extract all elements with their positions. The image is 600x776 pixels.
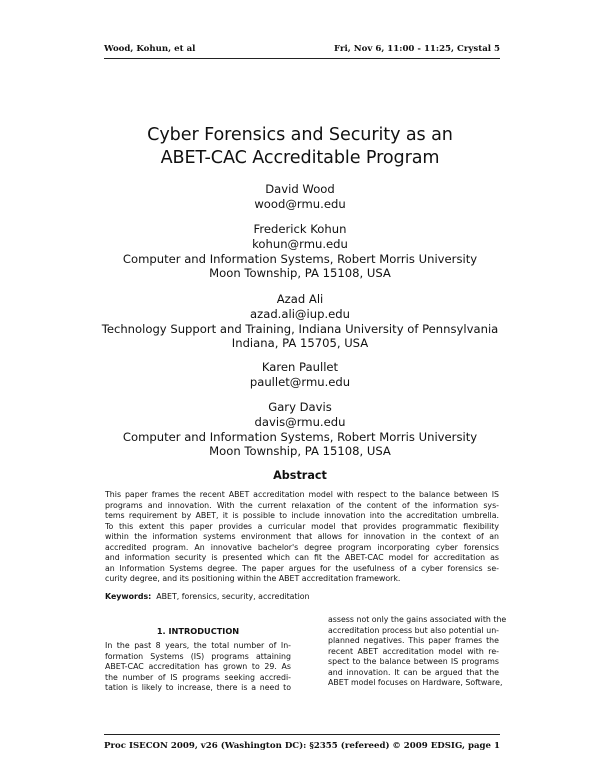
author-email: davis@rmu.edu xyxy=(254,414,346,429)
header-rule xyxy=(104,58,500,59)
author-email: azad.ali@iup.edu xyxy=(250,306,350,321)
author-location: Moon Township, PA 15108, USA xyxy=(209,266,391,281)
footer-copyright-page: © 2009 EDSIG, page 1 xyxy=(392,741,500,751)
author-block-davis xyxy=(0,400,600,459)
abstract-line: within the information systems environment that allows for innovation in the context of an xyxy=(105,532,499,542)
abstract-body xyxy=(105,490,499,585)
author-affiliation: Computer and Information Systems, Robert Morris University xyxy=(122,251,478,266)
author-email: wood@rmu.edu xyxy=(254,196,346,211)
author-name: Karen Paullet xyxy=(261,360,339,374)
author-affiliation: Computer and Information Systems, Robert Morris University xyxy=(122,429,478,444)
body-line: assess not only the gains associated with the xyxy=(328,615,507,624)
abstract-line: tems requirement by ABET, it is possible to include innovation into the accreditation umbrella. xyxy=(105,511,499,521)
abstract-heading: Abstract xyxy=(273,469,327,482)
running-header-authors: Wood, Kohun, et al xyxy=(104,44,196,54)
keywords xyxy=(105,592,310,601)
running-header-session: Fri, Nov 6, 11:00 - 11:25, Crystal 5 xyxy=(334,44,500,54)
body-line: planned negatives. This paper frames the xyxy=(328,636,499,646)
body-line: spect to the balance between IS programs xyxy=(328,657,499,667)
body-line: and innovation. It can be argued that the xyxy=(328,667,499,677)
author-block-paullet xyxy=(0,360,600,390)
abstract-line: accredited program. An innovative bachelor's degree program incorporating cyber forensics xyxy=(105,542,499,552)
abstract-line: an Information Systems degree. The paper argues for the usefulness of a cyber forensics se- xyxy=(105,563,499,573)
body-line: ABET model focuses on Hardware, Software, xyxy=(328,678,503,688)
author-name: Azad Ali xyxy=(276,292,324,306)
body-line: formation Systems (IS) programs attaining xyxy=(105,651,291,661)
author-block-kohun xyxy=(0,222,600,281)
footer-citation: Proc ISECON 2009, v26 (Washington DC): §2355 (refereed) xyxy=(104,741,390,751)
author-block-ali xyxy=(0,292,600,351)
author-email: paullet@rmu.edu xyxy=(249,374,351,389)
paper-title xyxy=(0,124,600,170)
abstract-line: curity degree, and its positioning within the ABET accreditation framework. xyxy=(105,574,401,584)
body-line: recent ABET accreditation model with re- xyxy=(328,646,499,656)
body-column-left xyxy=(105,641,291,694)
author-location: Indiana, PA 15705, USA xyxy=(231,336,369,351)
body-line: tation is likely to increase, there is a need to xyxy=(105,683,291,693)
abstract-line: To this extent this paper provides a curricular model that provides programmatic flexibility xyxy=(105,521,499,531)
paper-title-line-2: ABET-CAC Accreditable Program xyxy=(160,148,440,168)
author-name: Frederick Kohun xyxy=(253,222,347,236)
body-line: accreditation process but also potential un- xyxy=(328,625,499,635)
body-line: In the past 8 years, the total number of In- xyxy=(105,641,291,650)
body-line: ABET-CAC accreditation has grown to 29. As xyxy=(105,662,291,672)
author-name: David Wood xyxy=(265,182,335,196)
author-location: Moon Township, PA 15108, USA xyxy=(209,444,391,459)
author-affiliation: Technology Support and Training, Indiana University of Pennsylvania xyxy=(101,321,499,336)
abstract-line: programs and innovation. With the current relaxation of the content of the information sys- xyxy=(105,500,499,510)
abstract-line: and information security is presented which can fit the ABET-CAC model for accreditation as xyxy=(105,553,499,563)
body-column-right xyxy=(328,615,507,689)
abstract-line: This paper frames the recent ABET accreditation model with respect to the balance between IS xyxy=(105,490,499,499)
keywords-label: Keywords: xyxy=(105,592,152,601)
author-email: kohun@rmu.edu xyxy=(252,236,348,251)
body-line: the number of IS programs seeking accredi- xyxy=(105,672,291,682)
author-name: Gary Davis xyxy=(268,400,332,414)
footer-rule xyxy=(104,734,500,735)
author-block-wood xyxy=(0,182,600,212)
paper-title-line-1: Cyber Forensics and Security as an xyxy=(147,125,453,145)
section-heading-introduction: 1. INTRODUCTION xyxy=(156,626,240,636)
keywords-text: ABET, forensics, security, accreditation xyxy=(156,592,310,601)
